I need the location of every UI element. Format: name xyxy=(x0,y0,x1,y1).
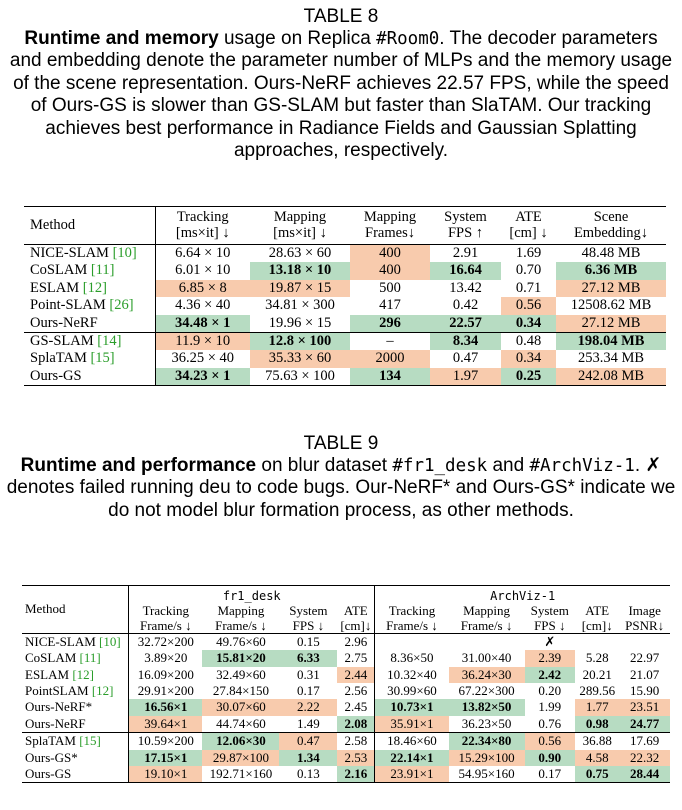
table9-header-mapping-1: Mapping Frame/s ↓ xyxy=(215,603,267,633)
table8-cell: 296 xyxy=(350,315,430,333)
table8-header-system-fps: System FPS ↑ xyxy=(430,207,501,245)
method-name: Ours-NeRF xyxy=(30,314,98,331)
table9-cell: 1.77 xyxy=(575,699,619,715)
table8-method-cell xyxy=(24,333,155,351)
table8 xyxy=(24,206,666,386)
method-name: GS-SLAM xyxy=(30,333,98,350)
table8-cell: 36.25 × 40 xyxy=(155,350,250,367)
table9-cell: 27.84×150 xyxy=(212,683,269,699)
table8-cell: 48.48 MB xyxy=(556,245,666,263)
table9-row xyxy=(22,683,670,699)
table9-group-fr1desk: fr1_desk xyxy=(129,586,375,605)
citation-link[interactable]: [11] xyxy=(90,262,115,279)
citation-link[interactable]: [12] xyxy=(91,683,114,699)
table9-cell: 67.22×300 xyxy=(458,683,515,699)
table8-cell: 27.12 MB xyxy=(556,280,666,297)
table9-cell: 289.56 xyxy=(579,683,616,699)
table9 xyxy=(22,585,670,783)
table9-caption-bold: Runtime and performance xyxy=(20,455,257,476)
table9-cell: 0.98 xyxy=(575,716,619,733)
method-name: ESLAM xyxy=(25,666,73,682)
table9-cell: 0.56 xyxy=(525,733,576,750)
method-name: Ours-GS xyxy=(30,367,82,384)
table9-cell: 10.73×1 xyxy=(375,699,449,715)
method-name: Point-SLAM xyxy=(30,297,110,314)
table9-cell: 6.33 xyxy=(279,650,337,666)
table9-row xyxy=(22,699,670,715)
table9-cell: 44.74×60 xyxy=(216,715,266,731)
table9-cell: 32.49×60 xyxy=(216,666,266,682)
table8-cell: 35.33 × 60 xyxy=(250,350,350,367)
table8-header-mapping: Mapping [ms×it] ↓ xyxy=(250,207,350,245)
table9-cell: 13.82×50 xyxy=(449,699,525,715)
method-name: NICE-SLAM xyxy=(30,245,113,261)
table9-cell: 2.42 xyxy=(525,667,576,683)
table8-cell: 0.70 xyxy=(515,262,542,279)
table9-header-fps-1: System FPS ↓ xyxy=(289,603,328,633)
table8-cell: 11.9 × 10 xyxy=(155,333,250,351)
table8-cell: 27.12 MB xyxy=(556,315,666,333)
table8-cell: 75.63 × 100 xyxy=(250,368,350,386)
method-name: ESLAM xyxy=(30,279,83,296)
table9-cell: 0.20 xyxy=(538,683,562,699)
table9-method-cell xyxy=(22,733,129,750)
table8-cell: 8.34 xyxy=(430,333,501,351)
table8-row xyxy=(24,350,666,367)
table9-method-cell xyxy=(22,650,129,666)
table9-cell: 22.14×1 xyxy=(375,750,449,766)
table9-cell: 36.23×50 xyxy=(461,715,512,731)
table9-cell: 0.47 xyxy=(279,733,337,750)
table9-group-row xyxy=(22,586,670,605)
table9-cell: 2.39 xyxy=(525,650,576,666)
table9-header-mapping-2: Mapping Frame/s ↓ xyxy=(460,603,513,633)
table9-header-method: Method xyxy=(22,586,129,634)
table9-cell: 2.75 xyxy=(344,650,368,666)
method-name: NICE-SLAM xyxy=(25,633,100,649)
table9-method-cell xyxy=(22,766,129,783)
table9-cell: 29.87×100 xyxy=(202,750,279,766)
table9-group-archviz: ArchViz-1 xyxy=(375,586,670,605)
table8-cell: 2.91 xyxy=(430,245,501,263)
table8-cell: 0.56 xyxy=(501,297,556,314)
citation-link[interactable]: [11] xyxy=(79,650,101,666)
table9-header-fps-2: System FPS ↓ xyxy=(530,603,569,633)
table9-cell: 16.56×1 xyxy=(129,699,203,715)
table9-cell: 2.08 xyxy=(337,716,374,733)
table9-cell: 20.21 xyxy=(582,666,612,682)
table9-cell: 0.76 xyxy=(538,715,562,731)
table8-cell: 6.36 MB xyxy=(556,262,666,279)
table9-method-cell xyxy=(22,716,129,733)
table9-row xyxy=(22,667,670,683)
table8-caption-bold: Runtime and memory xyxy=(24,28,219,49)
table8-cell: 13.42 xyxy=(449,279,482,296)
table9-cell: 1.34 xyxy=(279,750,337,766)
table8-cell: 6.01 × 10 xyxy=(155,262,250,279)
table9-header-tracking-1: Tracking Frame/s ↓ xyxy=(129,604,203,633)
table9-cell: 2.53 xyxy=(337,750,374,766)
table9-cell: 12.06×30 xyxy=(202,733,279,750)
table9-cell: 2.45 xyxy=(344,699,368,715)
table8-cell: 34.48 × 1 xyxy=(155,315,250,333)
table9-cell: 15.81×20 xyxy=(202,650,279,666)
table8-cell: 4.36 × 40 xyxy=(155,297,250,314)
method-name: SplaTAM xyxy=(30,350,91,367)
table8-cell: 400 xyxy=(350,262,430,279)
table9-cell: 0.13 xyxy=(279,766,337,783)
table9-method-cell xyxy=(22,699,129,715)
table8-header-tracking: Tracking [ms×it] ↓ xyxy=(155,207,250,245)
table8-cell: 22.57 xyxy=(430,315,501,333)
table9-cell: 35.91×1 xyxy=(375,716,449,733)
method-name: PointSLAM xyxy=(25,683,92,699)
table9-cell: 3.89×20 xyxy=(129,650,203,666)
citation-link[interactable]: [26] xyxy=(109,297,134,314)
table9-cell: 28.44 xyxy=(619,766,670,783)
table8-caption-b: . The decoder parameters and embedding denote the parameter number of MLPs and the memory usage of the scene representation. Ours-NeRF achieves 22.57 FPS, while the speed of Ours-GS is slower than GS-SLAM but faster than SlaTAM. Our tracking achieves best performance in Radiance Fields and Gaussian Splatting approaches, respectively. xyxy=(9,28,673,162)
table9-cell: 0.17 xyxy=(297,683,320,699)
table9-method-cell xyxy=(22,633,129,650)
table8-method-cell xyxy=(24,245,155,263)
table9-cell: 2.58 xyxy=(337,733,374,750)
table8-header-method: Method xyxy=(24,207,155,245)
table9-cell: 10.32×40 xyxy=(375,667,449,683)
citation-link[interactable]: [15] xyxy=(79,733,101,749)
table8-cell: 0.34 xyxy=(501,350,556,367)
table8-method-cell xyxy=(24,297,155,314)
table8-header-ate: ATE [cm] ↓ xyxy=(501,207,556,245)
table8-cell: 500 xyxy=(379,279,401,296)
table9-cell: 2.96 xyxy=(337,633,374,650)
table9-cell: 17.15×1 xyxy=(129,750,203,766)
table9-cell xyxy=(449,633,525,650)
table9-row xyxy=(22,750,670,766)
table9-header-ate-1: ATE [cm]↓ xyxy=(340,603,372,633)
table9-cell: 49.76×60 xyxy=(202,633,279,650)
table9-cell: 24.77 xyxy=(619,716,670,733)
table8-header-mapping-frames: Mapping Frames↓ xyxy=(350,207,430,245)
table8-row xyxy=(24,315,666,333)
table9-cell: 30.99×60 xyxy=(375,683,449,699)
table9-header-psnr: Image PSNR↓ xyxy=(625,603,665,633)
method-name: Ours-NeRF* xyxy=(25,699,93,715)
table8-cell: – xyxy=(350,333,430,351)
table9-caption-and: and xyxy=(487,455,530,476)
table9-cell: 0.31 xyxy=(297,666,320,682)
table8-row xyxy=(24,368,666,386)
table8-method-cell xyxy=(24,368,155,386)
table8-cell: 1.69 xyxy=(501,245,556,263)
table9-method-cell xyxy=(22,683,129,699)
table8-cell: 0.34 xyxy=(501,315,556,333)
method-name: CoSLAM xyxy=(30,262,91,279)
table8-cell: 12508.62 MB xyxy=(570,297,652,314)
table8-cell: 13.18 × 10 xyxy=(250,262,350,279)
table9-header-ate-2: ATE [cm]↓ xyxy=(581,603,613,633)
table9-number: TABLE 9 xyxy=(303,433,379,454)
table8-cell: 134 xyxy=(350,368,430,386)
table8-cell: 417 xyxy=(379,297,401,314)
table9-header-tracking-2: Tracking Frame/s ↓ xyxy=(375,604,449,633)
table8-header-row xyxy=(24,207,666,245)
table9-caption-text xyxy=(0,455,682,522)
table9-cell: 2.22 xyxy=(279,699,337,715)
table8-caption xyxy=(0,6,682,162)
table9-cell: 192.71×160 xyxy=(202,766,279,783)
table8-cell: 1.97 xyxy=(430,368,501,386)
table8-cell: 16.64 xyxy=(430,262,501,279)
table8-cell: 2000 xyxy=(350,350,430,367)
table9-cell: 0.15 xyxy=(279,633,337,650)
table9-cell: 15.90 xyxy=(630,683,660,699)
table9-cell: 2.16 xyxy=(337,766,374,783)
table9-cell xyxy=(619,633,670,650)
table9-cell: 1.49 xyxy=(297,715,320,731)
table9-cell: 32.72×200 xyxy=(129,633,203,650)
table8-row xyxy=(24,245,666,263)
table9-cell: 30.07×60 xyxy=(202,699,279,715)
table9-method-cell xyxy=(22,667,129,683)
table9-cell: 23.51 xyxy=(619,699,670,715)
table9-caption-code2: #ArchViz-1 xyxy=(529,456,635,476)
table9-row xyxy=(22,766,670,783)
table8-caption-code: #Room0 xyxy=(376,29,440,49)
table9-cell: 36.24×30 xyxy=(449,667,525,683)
method-name: Ours-GS xyxy=(25,766,72,782)
table9-row xyxy=(22,733,670,750)
table8-cell: 0.48 xyxy=(501,333,556,351)
citation-link[interactable]: [10] xyxy=(112,245,137,261)
table8-row xyxy=(24,333,666,351)
table8-cell: 6.64 × 10 xyxy=(155,245,250,263)
table8-caption-a: usage on Replica xyxy=(218,28,377,49)
citation-link[interactable]: [15] xyxy=(90,350,115,367)
table9-cell: 19.10×1 xyxy=(129,766,203,783)
table8-cell: 28.63 × 60 xyxy=(250,245,350,263)
table8-cell: 19.96 × 15 xyxy=(268,314,332,331)
table9-cell: 16.09×200 xyxy=(129,667,203,683)
table8-method-cell xyxy=(24,280,155,297)
method-name: Ours-NeRF xyxy=(25,715,86,731)
table9-cell: 22.34×80 xyxy=(449,733,525,750)
citation-link[interactable]: [10] xyxy=(99,633,121,649)
table8-cell: 34.81 × 300 xyxy=(265,297,335,314)
table9-caption xyxy=(0,433,682,522)
table9-cell: 39.64×1 xyxy=(129,716,203,733)
table8-row xyxy=(24,297,666,314)
table8-cell: 0.47 xyxy=(452,350,479,367)
table9-row xyxy=(22,716,670,733)
table8-cell: 253.34 MB xyxy=(577,350,645,367)
table9-cell: 22.97 xyxy=(630,650,660,666)
table8-cell: 198.04 MB xyxy=(556,333,666,351)
table9-cell: 2.44 xyxy=(337,667,374,683)
table9-method-cell xyxy=(22,750,129,766)
table9-cell: 0.17 xyxy=(525,766,576,783)
table9-cell: 0.90 xyxy=(525,750,576,766)
table8-cell: 0.71 xyxy=(515,279,542,296)
table8-row xyxy=(24,280,666,297)
method-name: Ours-GS* xyxy=(25,749,78,765)
table8-number: TABLE 8 xyxy=(303,6,379,27)
table8-cell: 0.42 xyxy=(452,297,479,314)
table9-cell: 10.59×200 xyxy=(129,733,203,750)
table8-cell: 6.85 × 8 xyxy=(155,280,250,297)
citation-link[interactable]: [14] xyxy=(97,333,122,350)
table9-caption-code1: #fr1_desk xyxy=(392,456,488,476)
table9-cell: 5.28 xyxy=(585,650,609,666)
method-name: CoSLAM xyxy=(25,650,80,666)
failed-mark: ✗ xyxy=(525,633,576,650)
table9-cell: 15.29×100 xyxy=(449,750,525,766)
table8-caption-text xyxy=(0,28,682,162)
citation-link[interactable]: [12] xyxy=(72,666,94,682)
table9-cell: 36.88 xyxy=(575,733,619,750)
table9-cell: 29.91×200 xyxy=(129,683,203,699)
table9-cell: 18.46×60 xyxy=(375,733,449,750)
table9-cell xyxy=(375,633,449,650)
table9-body xyxy=(22,633,670,783)
table9-cell xyxy=(575,633,619,650)
table8-method-cell xyxy=(24,315,155,333)
table9-cell: 31.00×40 xyxy=(461,650,512,666)
table8-body xyxy=(24,245,666,386)
table8-row xyxy=(24,262,666,279)
table9-caption-b: . ✗ denotes failed running deu to code bugs. Our-NeRF* and Ours-GS* indicate we do not model blur formation process, as other methods. xyxy=(6,455,676,521)
table9-cell: 1.99 xyxy=(538,699,562,715)
table8-header-embedding: Scene Embedding↓ xyxy=(556,207,666,245)
table9-cell: 23.91×1 xyxy=(375,766,449,783)
table9-row xyxy=(22,650,670,666)
table9-cell: 22.32 xyxy=(619,750,670,766)
table9-cell: 8.36×50 xyxy=(375,650,449,666)
table9-caption-a: on blur dataset xyxy=(256,455,393,476)
table8-cell: 242.08 MB xyxy=(556,368,666,386)
citation-link[interactable]: [12] xyxy=(82,279,107,296)
table9-cell: 4.58 xyxy=(575,750,619,766)
table9-cell: 17.69 xyxy=(619,733,670,750)
table8-cell: 400 xyxy=(350,245,430,263)
table9-row xyxy=(22,633,670,650)
table9-cell: 21.07 xyxy=(630,666,660,682)
table8-cell: 19.87 × 15 xyxy=(250,280,350,297)
table8-cell: 34.23 × 1 xyxy=(155,368,250,386)
table9-cell: 54.95×160 xyxy=(449,766,525,783)
table8-cell: 12.8 × 100 xyxy=(250,333,350,351)
table9-cell: 2.56 xyxy=(344,683,368,699)
table8-method-cell xyxy=(24,262,155,279)
table8-method-cell xyxy=(24,350,155,367)
table9-cell: 0.75 xyxy=(575,766,619,783)
table8-cell: 0.25 xyxy=(501,368,556,386)
method-name: SplaTAM xyxy=(25,733,80,749)
